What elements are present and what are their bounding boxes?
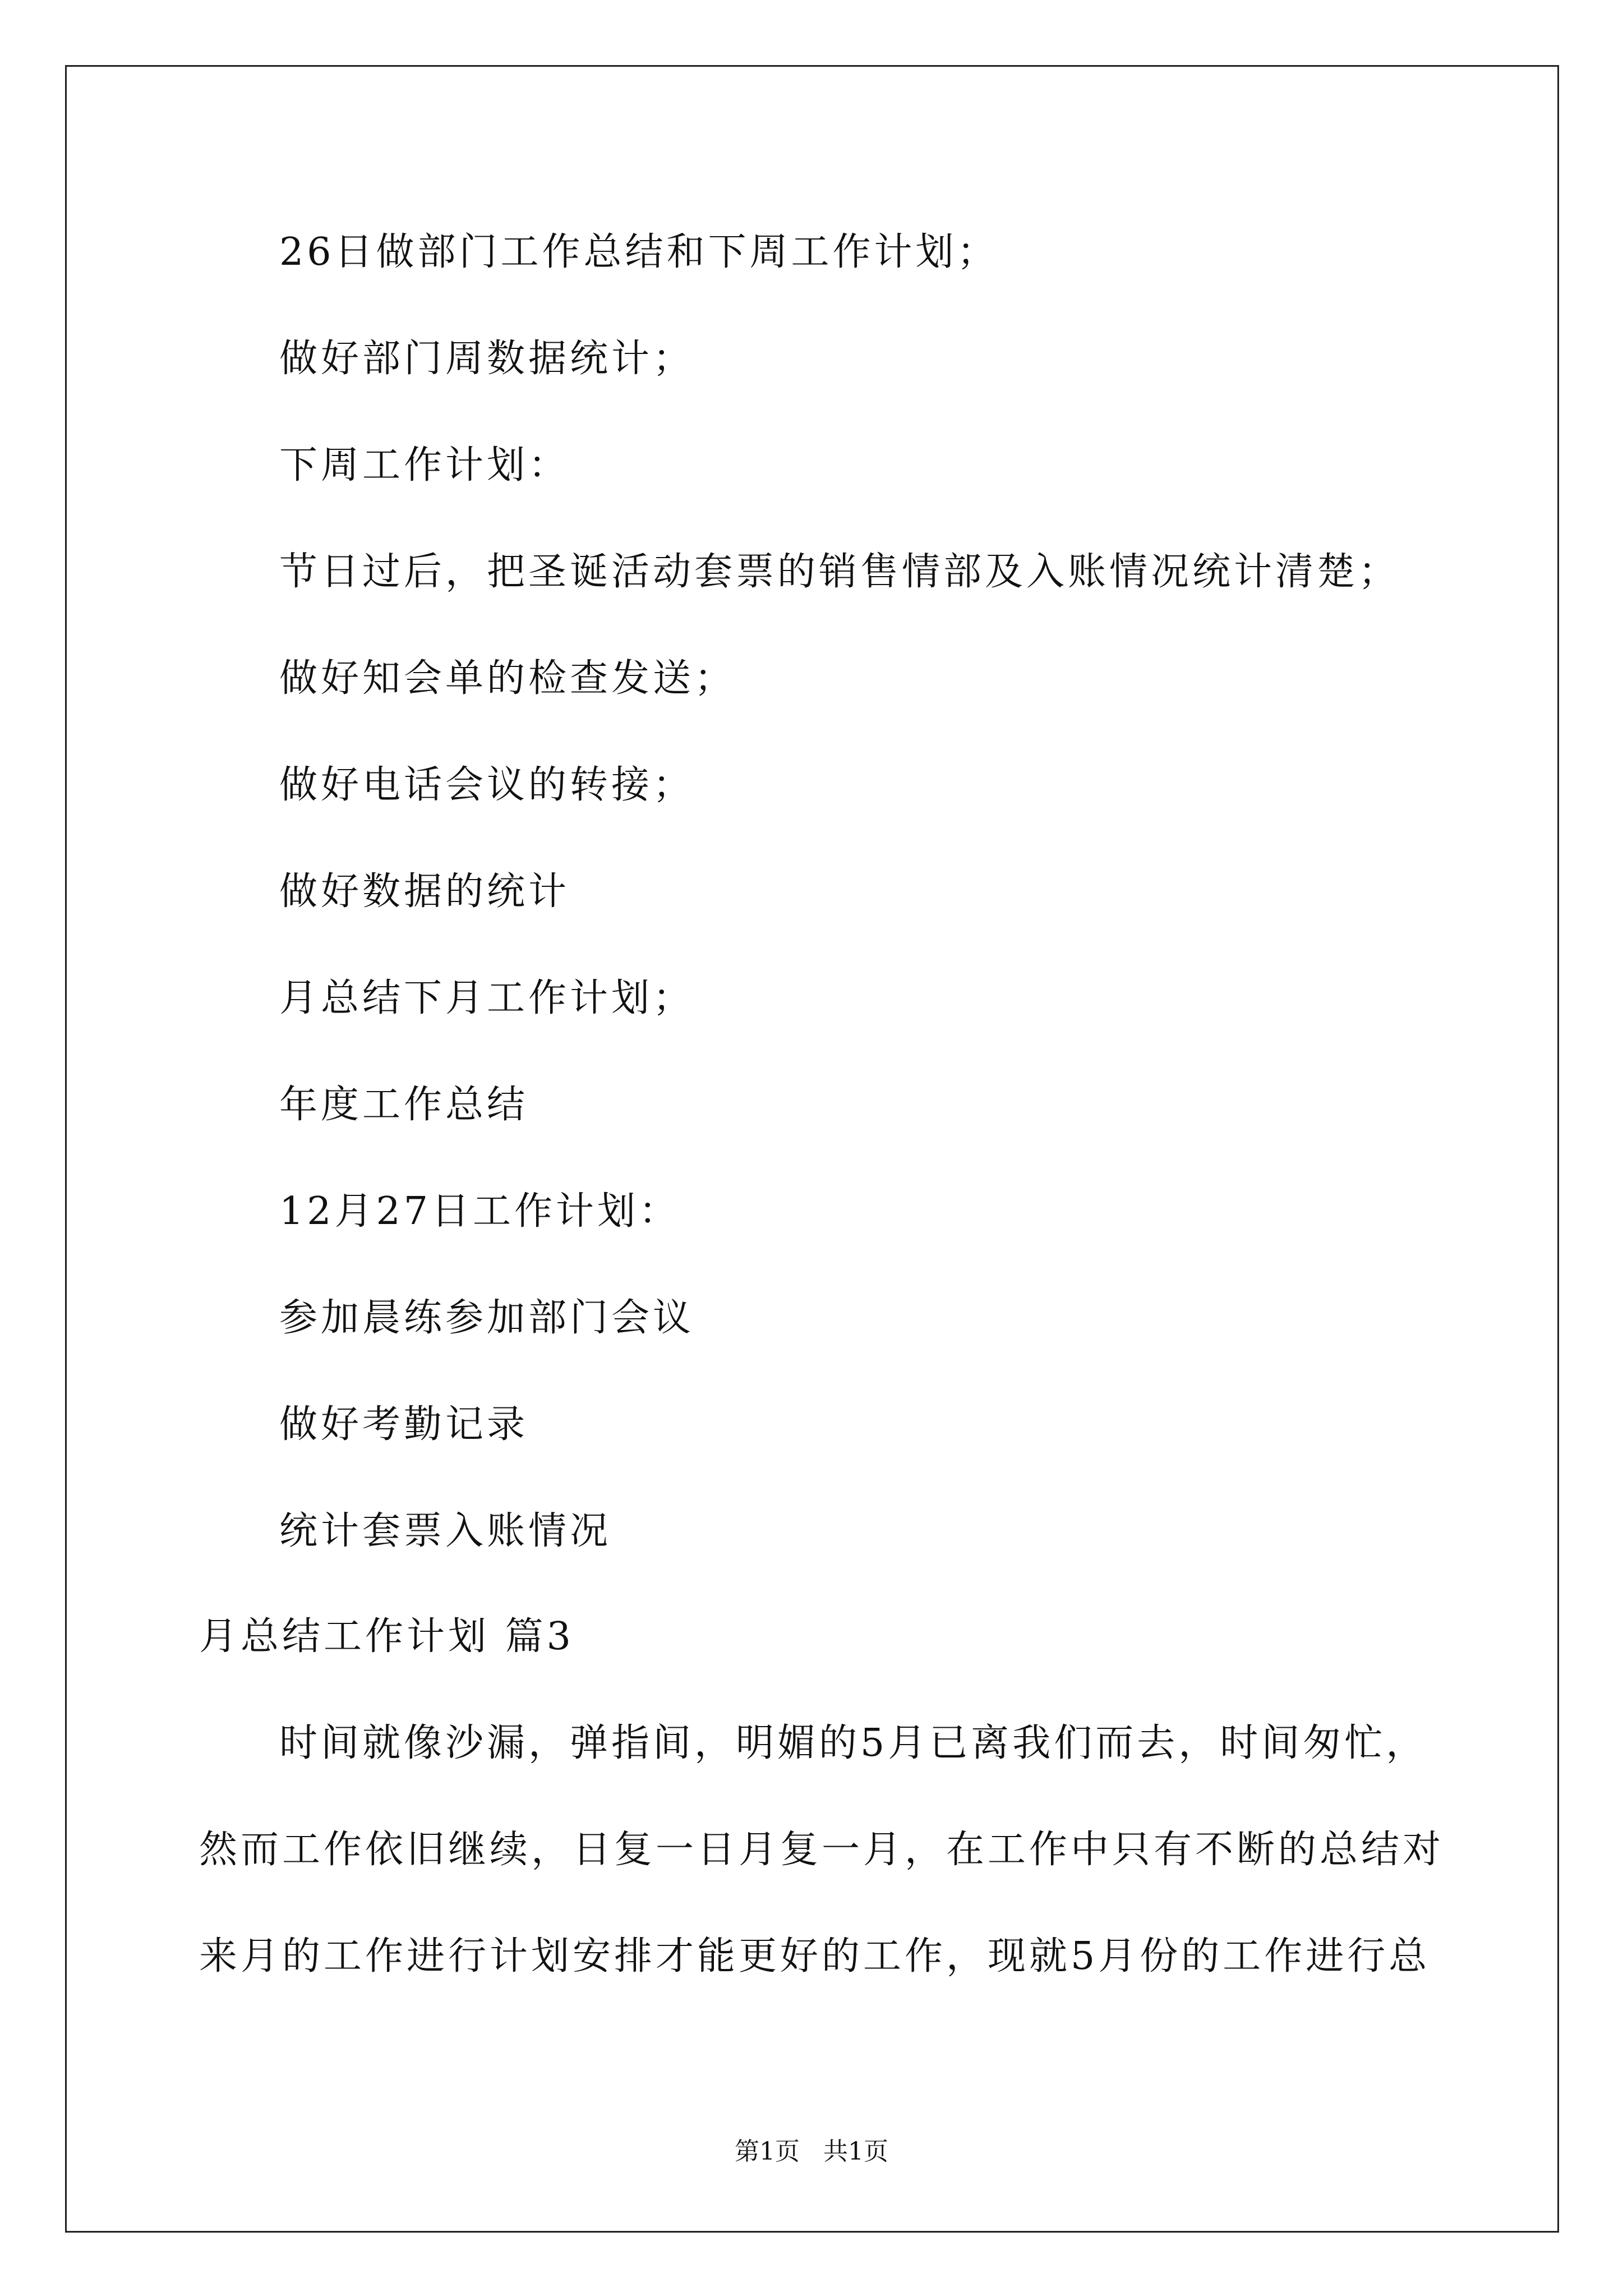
paragraph-line: 时间就像沙漏，弹指间，明媚的5月已离我们而去，时间匆忙， — [279, 1721, 1428, 1765]
section-heading: 月总结工作计划 篇3 — [199, 1614, 574, 1659]
page-border — [65, 65, 1559, 2233]
list-item: 做好考勤记录 — [279, 1402, 529, 1447]
page-number: 第1页 共1页 — [735, 2137, 888, 2166]
list-item: 做好知会单的检查发送； — [279, 656, 736, 701]
list-item: 做好数据的统计 — [279, 869, 570, 914]
paragraph-line: 来月的工作进行计划安排才能更好的工作，现就5月份的工作进行总 — [199, 1934, 1431, 1978]
list-item: 年度工作总结 — [279, 1083, 529, 1127]
list-item: 做好部门周数据统计； — [279, 337, 695, 381]
list-item: 26日做部门工作总结和下周工作计划； — [279, 230, 999, 274]
list-item: 下周工作计划： — [279, 443, 570, 487]
list-item: 12月27日工作计划： — [279, 1189, 681, 1234]
list-item: 节日过后，把圣诞活动套票的销售情部及入账情况统计清楚； — [279, 550, 1400, 594]
list-item: 统计套票入账情况 — [279, 1509, 612, 1553]
list-item: 月总结下月工作计划； — [279, 976, 695, 1020]
list-item: 参加晨练参加部门会议 — [279, 1296, 695, 1340]
paragraph-line: 然而工作依旧继续，日复一日月复一月，在工作中只有不断的总结对 — [199, 1828, 1445, 1872]
list-item: 做好电话会议的转接； — [279, 763, 695, 807]
